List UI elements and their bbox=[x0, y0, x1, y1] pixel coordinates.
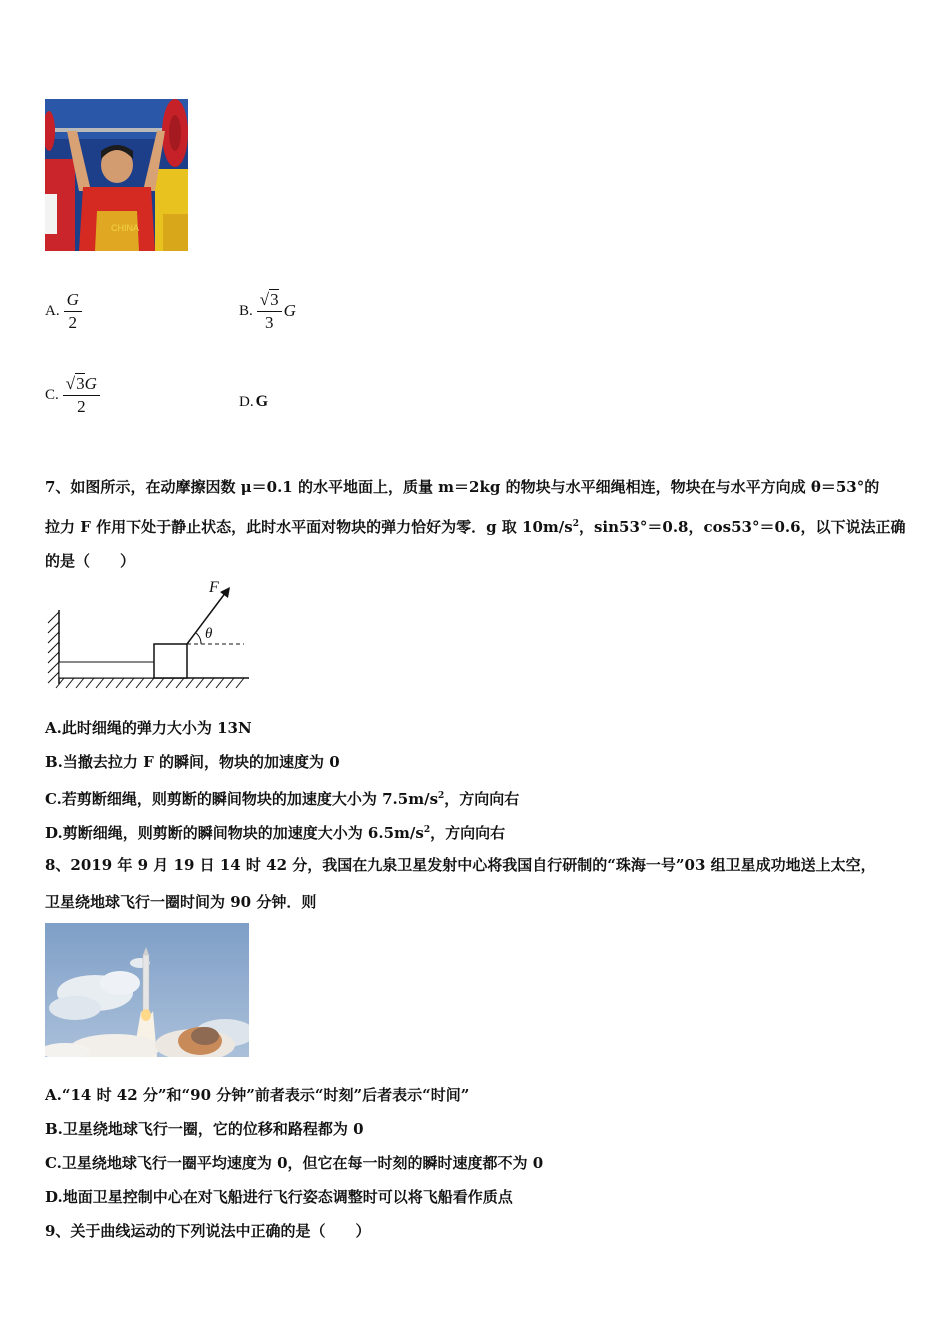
q8-stem-line1: 8、2019 年 9 月 19 日 14 时 42 分，我国在九泉卫星发射中心将我国自行研制的“珠海一号”03 组卫星成功地送上太空， bbox=[45, 856, 876, 874]
q7-stem-line1: 7、如图所示，在动摩擦因数 μ＝0.1 的水平地面上，质量 m＝2kg 的物块与水平细绳相连，物块在与水平方向成 θ＝53°的 bbox=[45, 478, 880, 496]
q6-option-d[interactable] bbox=[239, 392, 268, 412]
q6-c-denominator: 2 bbox=[77, 396, 86, 416]
q8-option-c[interactable]: C.卫星绕地球飞行一圈平均速度为 0，但它在每一时刻的瞬时速度都不为 0 bbox=[45, 1154, 544, 1172]
q6-option-a[interactable] bbox=[45, 286, 82, 336]
q6-option-b-fraction bbox=[257, 289, 282, 334]
q7-stem-line3: 的是（ ） bbox=[45, 552, 136, 570]
q6-c-numerator: √3G bbox=[63, 373, 100, 396]
q6-a-denominator: 2 bbox=[68, 312, 77, 332]
q8-option-a[interactable]: A.“14 时 42 分”和“90 分钟”前者表示“时刻”后者表示“时间” bbox=[45, 1086, 470, 1104]
q6-option-d-label: D. bbox=[239, 393, 254, 410]
theta-label: θ bbox=[205, 626, 213, 642]
q8-option-b[interactable]: B.卫星绕地球飞行一圈，它的位移和路程都为 0 bbox=[45, 1120, 364, 1138]
q6-option-d-value: G bbox=[255, 393, 269, 410]
q8-stem-line2: 卫星绕地球飞行一圈时间为 90 分钟．则 bbox=[45, 893, 317, 911]
rocket-launch-photo bbox=[45, 923, 249, 1057]
q7-option-d[interactable]: D.剪断细绳，则剪断的瞬间物块的加速度大小为 $6.5m/s^2$，方向向右 bbox=[45, 824, 506, 842]
q6-option-b-label: B. bbox=[239, 302, 253, 319]
q6-option-a-fraction bbox=[64, 289, 82, 334]
q6-option-a-label: A. bbox=[45, 302, 60, 319]
q6-b-denominator: 3 bbox=[264, 312, 274, 332]
q7-stem-line2: 拉力 F 作用下处于静止状态，此时水平面对物块的弹力恰好为零．g 取 $10m/s^2$，sin53°＝0.8，cos53°＝0.6，以下说法正确 bbox=[45, 518, 906, 536]
q7-option-c[interactable]: C.若剪断细绳，则剪断的瞬间物块的加速度大小为 $7.5m/s^2$，方向向右 bbox=[45, 790, 520, 808]
q6-a-numerator: G bbox=[64, 289, 82, 312]
q6-b-suffix: G bbox=[283, 301, 296, 320]
q6-b-numerator: √3 bbox=[257, 289, 282, 312]
q7-force-diagram bbox=[44, 578, 254, 693]
q9-stem-line1: 9、关于曲线运动的下列说法中正确的是（ ） bbox=[45, 1222, 371, 1240]
q6-option-c[interactable] bbox=[45, 370, 100, 420]
force-label: F bbox=[209, 579, 219, 596]
q7-option-b[interactable]: B.当撤去拉力 F 的瞬间，物块的加速度为 0 bbox=[45, 753, 340, 771]
q6-option-c-fraction bbox=[63, 373, 100, 418]
q6-option-b[interactable] bbox=[239, 286, 296, 336]
q7-option-a[interactable]: A.此时细绳的弹力大小为 13N bbox=[45, 719, 252, 737]
q6-option-c-label: C. bbox=[45, 386, 59, 403]
jersey-text: CHINA bbox=[111, 223, 140, 233]
weightlifter-photo bbox=[45, 99, 188, 251]
q8-option-d[interactable]: D.地面卫星控制中心在对飞船进行飞行姿态调整时可以将飞船看作质点 bbox=[45, 1188, 513, 1206]
